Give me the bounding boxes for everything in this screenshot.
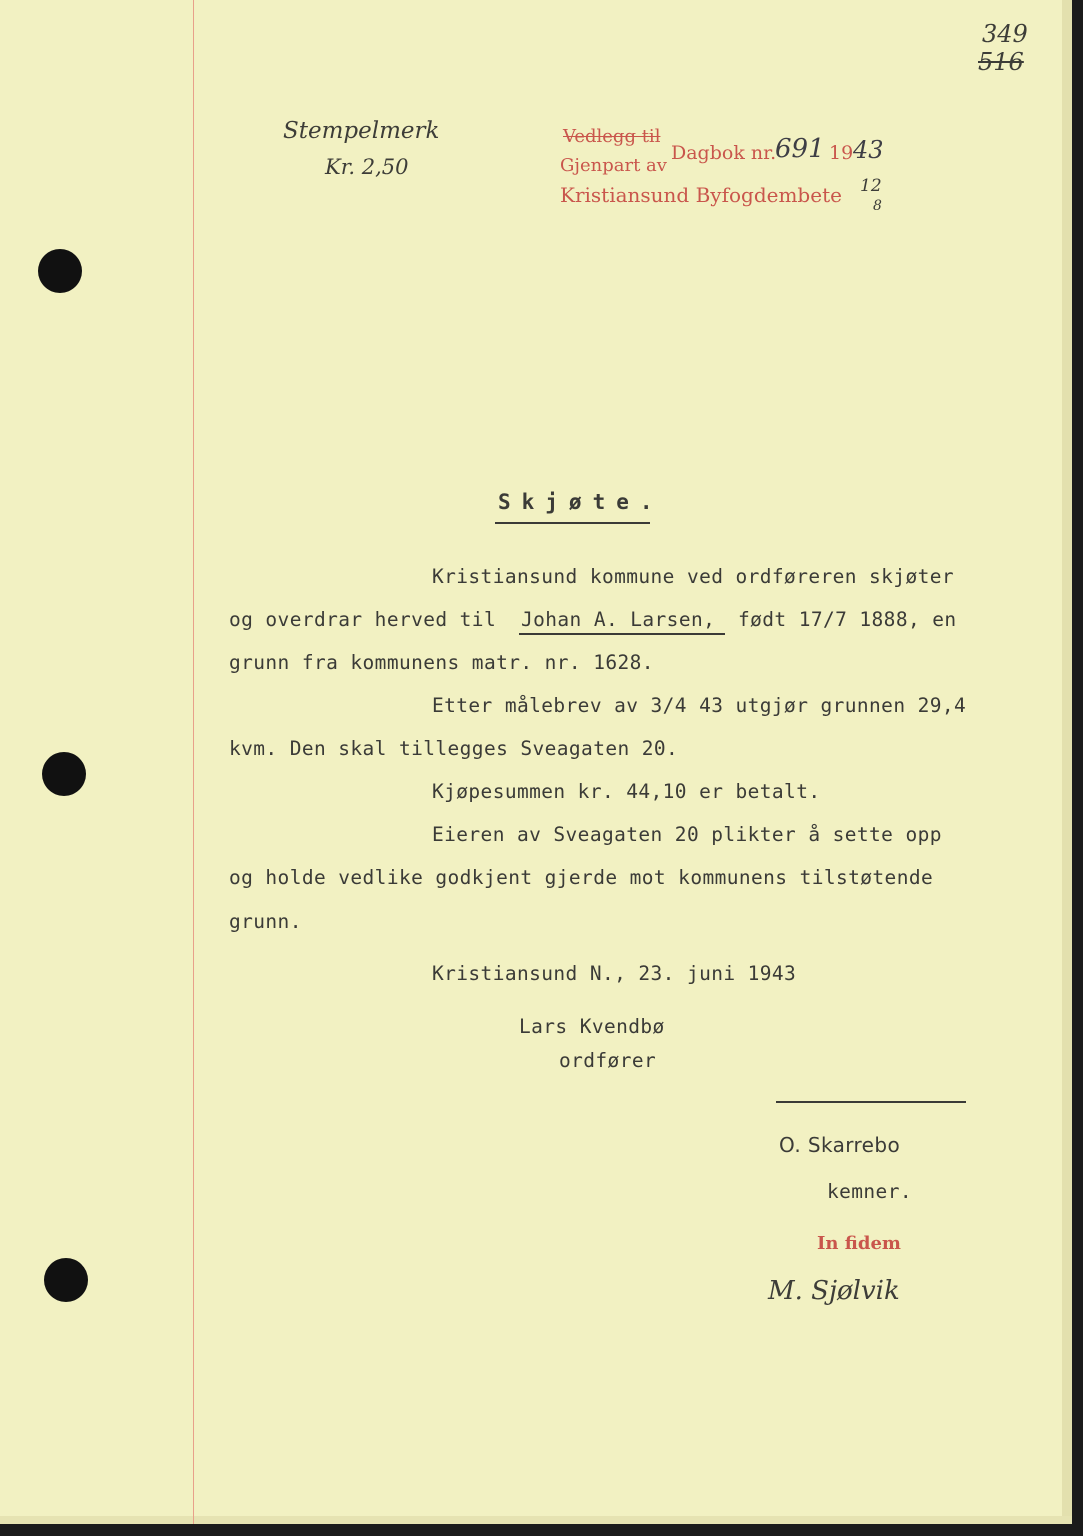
stamp-struck-text: Vedlegg til bbox=[563, 126, 661, 147]
stamp-amount: Kr. 2,50 bbox=[325, 155, 409, 179]
page-edge-bottom bbox=[0, 1516, 1072, 1524]
stamp-office: Kristiansund Byfogdembete bbox=[560, 183, 842, 207]
stamp-gjenpart: Gjenpart av bbox=[560, 155, 667, 176]
stamp-date-den: 8 bbox=[873, 198, 882, 214]
stamp-year-hand: 43 bbox=[853, 136, 884, 164]
certifier-signature: M. Sjølvik bbox=[768, 1276, 900, 1306]
body-line-4: Etter målebrev av 3/4 43 utgjør grunnen 29,4 bbox=[432, 694, 967, 717]
body-line-6: Kjøpesummen kr. 44,10 er betalt. bbox=[432, 780, 821, 803]
stamp-dagbok-number: 691 bbox=[775, 134, 825, 164]
body-line-1: Kristiansund kommune ved ordføreren skjøter bbox=[432, 565, 955, 588]
place-date: Kristiansund N., 23. juni 1943 bbox=[432, 962, 797, 985]
grantee-name: Johan A. Larsen, bbox=[521, 608, 716, 631]
stamp-year-prefix: 19 bbox=[829, 142, 854, 164]
title-underline bbox=[495, 522, 650, 524]
body-line-5: kvm. Den skal tillegges Sveagaten 20. bbox=[229, 737, 679, 760]
page-edge-right bbox=[1062, 0, 1072, 1524]
grantee-underline bbox=[519, 633, 725, 635]
body-line-9: grunn. bbox=[229, 910, 302, 933]
punch-hole-bottom bbox=[44, 1258, 88, 1302]
body-line-3: grunn fra kommunens matr. nr. 1628. bbox=[229, 651, 654, 674]
signer-name: Lars Kvendbø bbox=[519, 1015, 665, 1038]
signature-line bbox=[776, 1101, 966, 1103]
punch-hole-top bbox=[38, 249, 82, 293]
body-line-2a: og overdrar herved til bbox=[229, 608, 497, 631]
page-number: 349 bbox=[982, 20, 1028, 48]
body-line-8: og holde vedlike godkjent gjerde mot kommunens tilstøtende bbox=[229, 866, 934, 889]
margin-line bbox=[193, 0, 194, 1524]
kemner-name: O. Skarrebo bbox=[779, 1133, 901, 1157]
kemner-title: kemner. bbox=[827, 1180, 912, 1203]
signer-title: ordfører bbox=[559, 1049, 657, 1072]
stamp-dagbok-label: Dagbok nr. bbox=[671, 142, 777, 164]
document-title: Skjøte. bbox=[498, 490, 664, 514]
stamp-date-num: 12 bbox=[860, 176, 882, 196]
body-line-2b: født 17/7 1888, en bbox=[738, 608, 957, 631]
in-fidem: In fidem bbox=[817, 1233, 901, 1254]
stamp-label: Stempelmerk bbox=[283, 118, 440, 144]
punch-hole-middle bbox=[42, 752, 86, 796]
body-line-7: Eieren av Sveagaten 20 plikter å sette opp bbox=[432, 823, 942, 846]
page-number-struck: 516 bbox=[978, 48, 1024, 76]
